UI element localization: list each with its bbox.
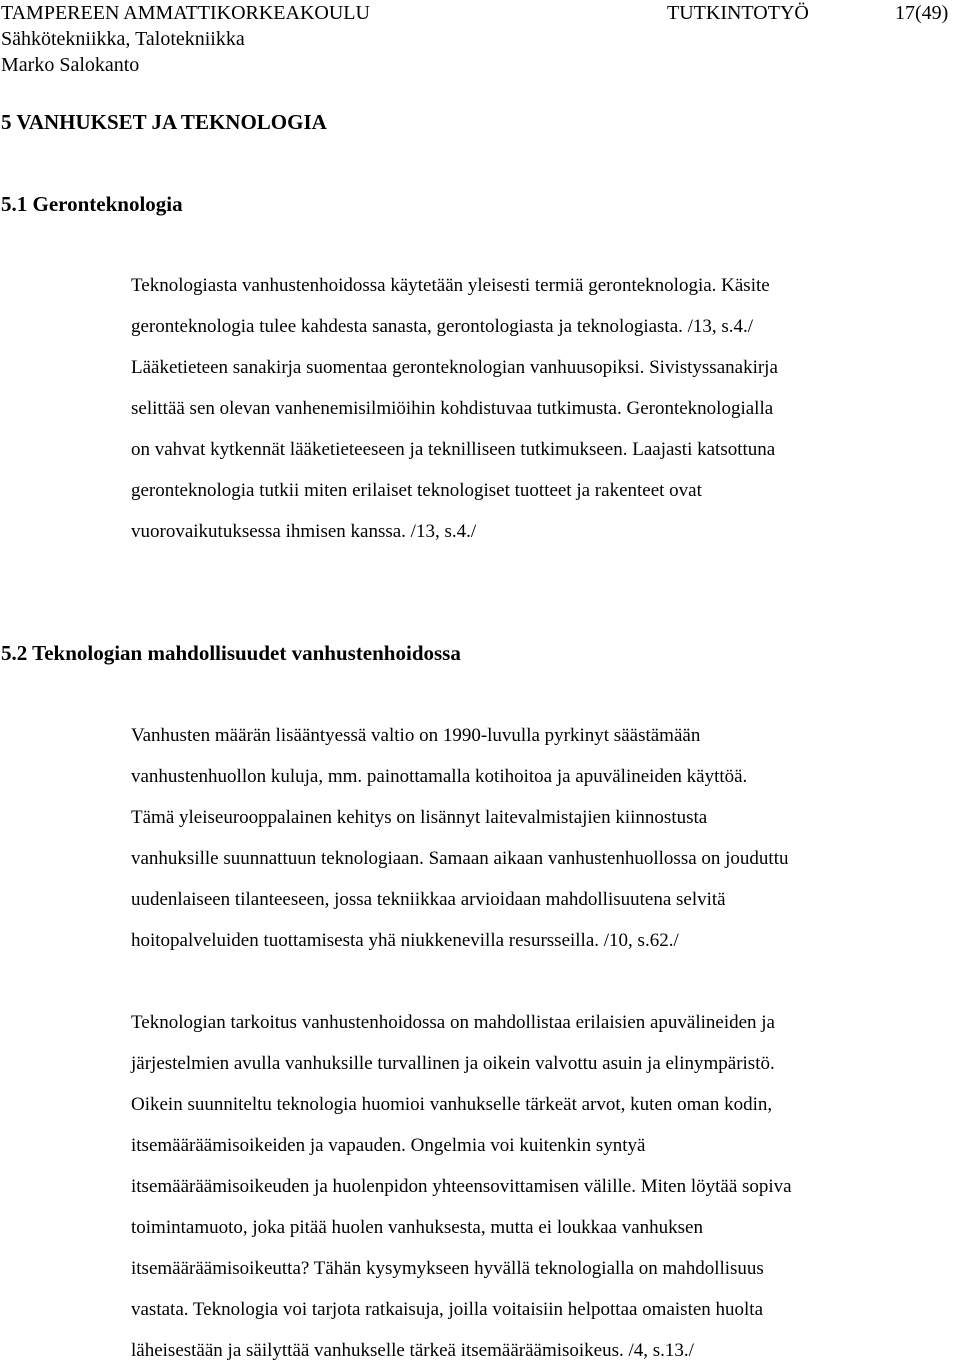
header-institution: TAMPEREEN AMMATTIKORKEAKOULU: [1, 2, 370, 24]
section-title: 5.2 Teknologian mahdollisuudet vanhustenhoidossa: [1, 641, 461, 665]
paragraph: [131, 1002, 946, 1371]
paragraph-line: uudenlaiseen tilanteeseen, jossa tekniikkaa arvioidaan mahdollisuutena selvitä: [131, 889, 726, 910]
paragraph-line: geronteknologia tutkii miten erilaiset teknologiset tuotteet ja rakenteet ovat: [131, 480, 702, 501]
section-title: 5.1 Geronteknologia: [1, 192, 183, 216]
paragraph-line: Vanhusten määrän lisääntyessä valtio on 1990-luvulla pyrkinyt säästämään: [131, 725, 701, 746]
paragraph-line: geronteknologia tulee kahdesta sanasta, gerontologiasta ja teknologiasta. /13, s.4./: [131, 316, 754, 337]
header-row-1: [0, 0, 960, 26]
paragraph-line: Teknologian tarkoitus vanhustenhoidossa on mahdollistaa erilaisien apuvälineiden ja: [131, 1012, 775, 1033]
paragraph-line: Tämä yleiseurooppalainen kehitys on lisännyt laitevalmistajien kiinnostusta: [131, 807, 708, 828]
paragraph-line: Oikein suunniteltu teknologia huomioi vanhukselle tärkeät arvot, kuten oman kodin,: [131, 1094, 773, 1115]
header-row-2: [0, 26, 960, 52]
paragraph: [131, 265, 946, 552]
paragraph-line: vuorovaikutuksessa ihmisen kanssa. /13, s.4./: [131, 521, 477, 542]
header-department: Sähkötekniikka, Talotekniikka: [1, 28, 245, 50]
paragraph-line: Teknologiasta vanhustenhoidossa käytetään yleisesti termiä geronteknologia. Käsite: [131, 275, 770, 296]
paragraph-line: järjestelmien avulla vanhuksille turvallinen ja oikein valvottu asuin ja elinympäristö.: [131, 1053, 775, 1074]
paragraph-line: on vahvat kytkennät lääketieteeseen ja teknilliseen tutkimukseen. Laajasti katsottuna: [131, 439, 776, 460]
paragraph: [131, 715, 946, 961]
paragraph-line: hoitopalveluiden tuottamisesta yhä niukkenevilla resursseilla. /10, s.62./: [131, 930, 679, 951]
paragraph-line: itsemääräämisoikeutta? Tähän kysymykseen hyvällä teknologialla on mahdollisuus: [131, 1258, 764, 1279]
header-row-3: [0, 52, 960, 78]
chapter-title: 5 VANHUKSET JA TEKNOLOGIA: [1, 110, 327, 134]
paragraph-line: läheisestään ja säilyttää vanhukselle tärkeä itsemääräämisoikeus. /4, s.13./: [131, 1340, 694, 1361]
paragraph-line: vanhuksille suunnattuun teknologiaan. Samaan aikaan vanhustenhuollossa on jouduttu: [131, 848, 789, 869]
paragraph-line: selittää sen olevan vanhenemisilmiöihin kohdistuvaa tutkimusta. Geronteknologialla: [131, 398, 774, 419]
paragraph-line: Lääketieteen sanakirja suomentaa geronteknologian vanhuusopiksi. Sivistyssanakirja: [131, 357, 778, 378]
paragraph-line: vastata. Teknologia voi tarjota ratkaisuja, joilla voitaisiin helpottaa omaisten huolta: [131, 1299, 764, 1320]
paragraph-line: vanhustenhuollon kuluja, mm. painottamalla kotihoitoa ja apuvälineiden käyttöä.: [131, 766, 748, 787]
header-page-number: 17(49): [895, 2, 949, 24]
paragraph-line: itsemääräämisoikeuden ja huolenpidon yhteensovittamisen välille. Miten löytää sopiva: [131, 1176, 792, 1197]
header-author: Marko Salokanto: [1, 54, 140, 76]
page-header: [0, 0, 960, 78]
paragraph-line: itsemääräämisoikeiden ja vapauden. Ongelmia voi kuitenkin syntyä: [131, 1135, 646, 1156]
paragraph-line: toimintamuoto, joka pitää huolen vanhuksesta, mutta ei loukkaa vanhuksen: [131, 1217, 703, 1238]
header-doc-type: TUTKINTOTYÖ: [667, 2, 809, 24]
